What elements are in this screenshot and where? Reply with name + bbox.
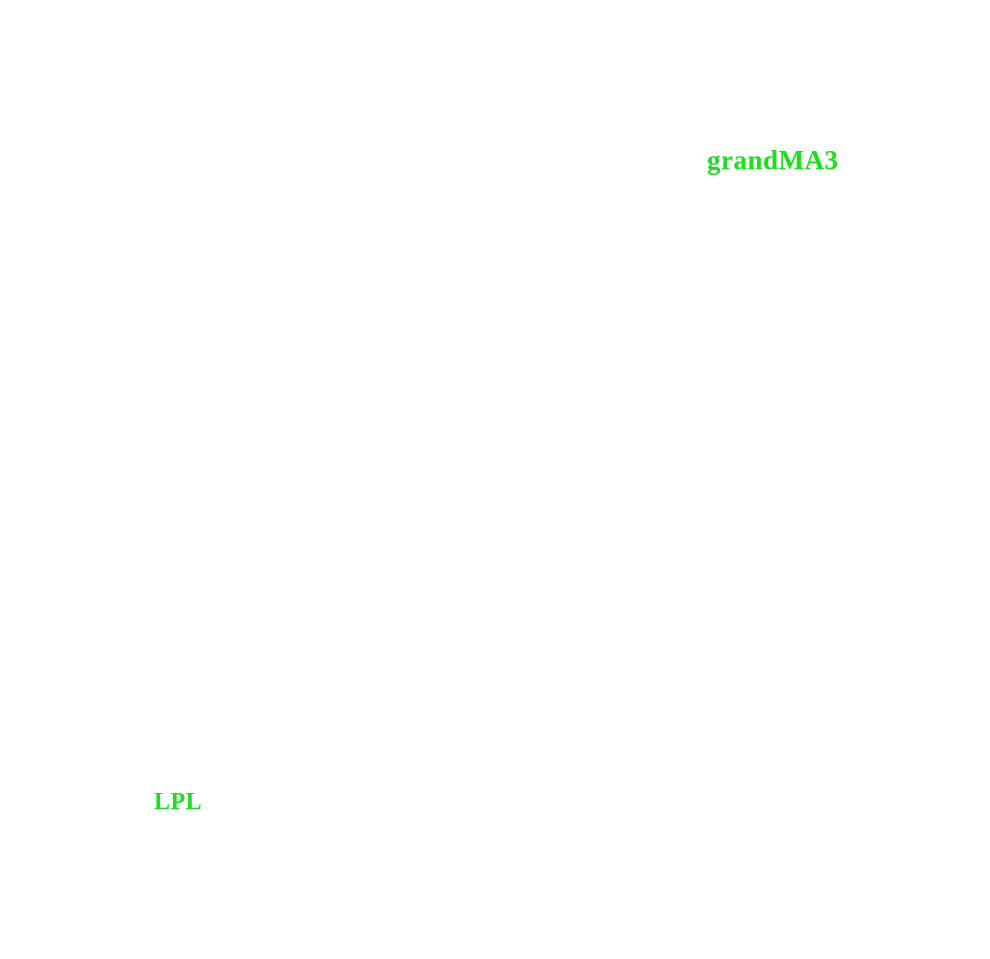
lpl-label: LPL: [154, 789, 203, 815]
grandma3-label: grandMA3: [707, 145, 839, 175]
